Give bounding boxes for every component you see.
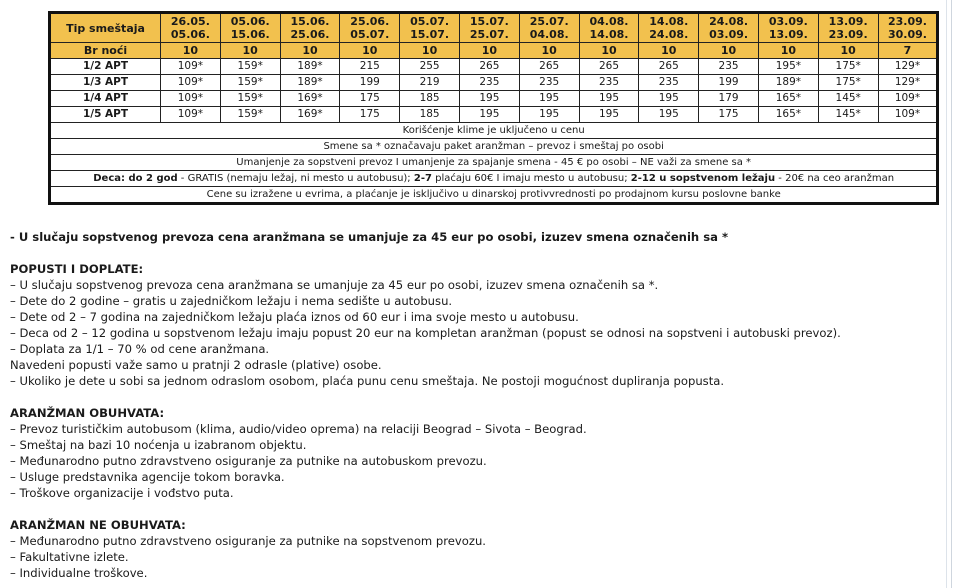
- nights-cell: 7: [878, 43, 938, 59]
- note-row: [50, 139, 938, 155]
- scrollbar-line: [951, 0, 952, 588]
- list-item: – Dete do 2 godine – gratis u zajedničkom ležaju i nema sedište u autobusu.: [10, 294, 453, 308]
- row-label: 1/4 APT: [50, 91, 161, 107]
- list-item: – Doplata za 1/1 – 70 % od cene aranžmana.: [10, 342, 270, 356]
- scrollbar-track[interactable]: [946, 0, 961, 588]
- price-cell: 169*: [280, 91, 340, 107]
- period-header-row: [50, 13, 938, 43]
- list-item: – Smeštaj na bazi 10 noćenja u izabranom objektu.: [10, 438, 307, 452]
- price-cell: 179: [699, 91, 759, 107]
- price-cell: 175*: [818, 75, 878, 91]
- period-header: 03.09. 13.09.: [758, 13, 818, 43]
- price-row: [50, 59, 938, 75]
- price-cell: 109*: [161, 75, 221, 91]
- price-cell: 235: [639, 75, 699, 91]
- note-children: Deca: do 2 god - GRATIS (nemaju ležaj, ni mesto u autobusu); 2-7 plaćaju 60€ I imaju mesto u autobusu; 2-12 u sopstvenom ležaju - 20€ na ceo aranžman: [50, 171, 938, 187]
- price-cell: 175*: [818, 59, 878, 75]
- nights-cell: 10: [161, 43, 221, 59]
- price-cell: 159*: [220, 75, 280, 91]
- list-item: – Troškove organizacije i vođstvo puta.: [10, 486, 234, 500]
- price-row: [50, 107, 938, 123]
- accommodation-type-header: Tip smeštaja: [50, 13, 161, 43]
- price-cell: 265: [579, 59, 639, 75]
- list-item: – Individualne troškove.: [10, 566, 148, 580]
- price-cell: 199: [699, 75, 759, 91]
- price-cell: 265: [459, 59, 519, 75]
- price-cell: 109*: [878, 107, 938, 123]
- price-cell: 255: [400, 59, 460, 75]
- row-label: 1/2 APT: [50, 59, 161, 75]
- price-row: [50, 75, 938, 91]
- section-title-obuhvata: ARANŽMAN OBUHVATA:: [10, 406, 165, 420]
- price-cell: 175: [340, 107, 400, 123]
- price-cell: 129*: [878, 59, 938, 75]
- note-row: [50, 187, 938, 204]
- period-header: 05.06. 15.06.: [220, 13, 280, 43]
- period-header: 25.06. 05.07.: [340, 13, 400, 43]
- price-cell: 265: [639, 59, 699, 75]
- period-header: 26.05. 05.06.: [161, 13, 221, 43]
- nights-cell: 10: [459, 43, 519, 59]
- nights-row: [50, 43, 938, 59]
- price-cell: 189*: [758, 75, 818, 91]
- nights-cell: 10: [639, 43, 699, 59]
- note-row-children: [50, 171, 938, 187]
- price-table-wrapper: [48, 11, 939, 205]
- section-title-ne-obuhvata: ARANŽMAN NE OBUHVATA:: [10, 518, 186, 532]
- period-header: 24.08. 03.09.: [699, 13, 759, 43]
- price-cell: 195: [519, 91, 579, 107]
- nights-cell: 10: [579, 43, 639, 59]
- price-cell: 109*: [878, 91, 938, 107]
- price-cell: 199: [340, 75, 400, 91]
- price-cell: 195: [639, 107, 699, 123]
- price-cell: 189*: [280, 59, 340, 75]
- price-row: [50, 91, 938, 107]
- price-cell: 189*: [280, 75, 340, 91]
- price-cell: 195: [459, 107, 519, 123]
- section-title-popusti: POPUSTI I DOPLATE:: [10, 262, 144, 276]
- info-text: [10, 229, 940, 581]
- nights-cell: 10: [758, 43, 818, 59]
- price-cell: 265: [519, 59, 579, 75]
- price-cell: 145*: [818, 91, 878, 107]
- note-currency: Cene su izražene u evrima, a plaćanje je isključivo u dinarskoj protivvrednosti po prodajnom kursu poslovne banke: [50, 187, 938, 204]
- price-cell: 215: [340, 59, 400, 75]
- price-cell: 195: [459, 91, 519, 107]
- note-asterisk: Smene sa * označavaju paket aranžman – prevoz i smeštaj po osobi: [50, 139, 938, 155]
- list-item: – Ukoliko je dete u sobi sa jednom odraslom osobom, plaća punu cenu smeštaja. Ne postoji mogućnost dupliranja popusta.: [10, 374, 725, 388]
- price-cell: 169*: [280, 107, 340, 123]
- note-ac: Korišćenje klime je uključeno u cenu: [50, 123, 938, 139]
- list-item: – Deca od 2 – 12 godina u sopstvenom ležaju imaju popust 20 eur na kompletan aranžman (popust se odnosi na sopstveni i autobuski prevoz).: [10, 326, 841, 340]
- nights-cell: 10: [340, 43, 400, 59]
- row-label: 1/3 APT: [50, 75, 161, 91]
- list-item: – Dete od 2 – 7 godina na zajedničkom ležaju plaća iznos od 60 eur i ima svoje mesto u autobusu.: [10, 310, 579, 324]
- nights-cell: 10: [699, 43, 759, 59]
- price-cell: 195: [639, 91, 699, 107]
- price-cell: 219: [400, 75, 460, 91]
- price-cell: 129*: [878, 75, 938, 91]
- note-row: [50, 155, 938, 171]
- period-header: 25.07. 04.08.: [519, 13, 579, 43]
- price-cell: 165*: [758, 107, 818, 123]
- nights-cell: 10: [400, 43, 460, 59]
- nights-cell: 10: [818, 43, 878, 59]
- period-header: 14.08. 24.08.: [639, 13, 699, 43]
- price-cell: 235: [699, 59, 759, 75]
- note-discount: Umanjenje za sopstveni prevoz I umanjenje za spajanje smena - 45 € po osobi – NE važi za smene sa *: [50, 155, 938, 171]
- price-cell: 145*: [818, 107, 878, 123]
- period-header: 13.09. 23.09.: [818, 13, 878, 43]
- nights-cell: 10: [280, 43, 340, 59]
- price-cell: 235: [519, 75, 579, 91]
- price-cell: 159*: [220, 59, 280, 75]
- nights-cell: 10: [220, 43, 280, 59]
- nights-cell: 10: [519, 43, 579, 59]
- price-cell: 165*: [758, 91, 818, 107]
- period-header: 15.07. 25.07.: [459, 13, 519, 43]
- list-item: – Međunarodno putno zdravstveno osiguranje za putnike na autobuskom prevozu.: [10, 454, 487, 468]
- price-cell: 235: [459, 75, 519, 91]
- list-item: – Prevoz turističkim autobusom (klima, audio/video oprema) na relaciji Beograd – Sivota – Beograd.: [10, 422, 587, 436]
- price-cell: 109*: [161, 107, 221, 123]
- price-cell: 175: [340, 91, 400, 107]
- price-cell: 159*: [220, 91, 280, 107]
- price-cell: 109*: [161, 91, 221, 107]
- period-header: 05.07. 15.07.: [400, 13, 460, 43]
- list-item: – Međunarodno putno zdravstveno osiguranje za putnike na sopstvenom prevozu.: [10, 534, 486, 548]
- period-header: 15.06. 25.06.: [280, 13, 340, 43]
- price-cell: 195: [579, 91, 639, 107]
- price-cell: 185: [400, 91, 460, 107]
- price-cell: 235: [579, 75, 639, 91]
- price-cell: 109*: [161, 59, 221, 75]
- own-transport-note: - U slučaju sopstvenog prevoza cena aranžmana se umanjuje za 45 eur po osobi, izuzev smena označenih sa *: [10, 230, 729, 244]
- period-header: 23.09. 30.09.: [878, 13, 938, 43]
- period-header: 04.08. 14.08.: [579, 13, 639, 43]
- note-row: [50, 123, 938, 139]
- list-item: Navedeni popusti važe samo u pratnji 2 odrasle (plative) osobe.: [10, 358, 382, 372]
- list-item: – Usluge predstavnika agencije tokom boravka.: [10, 470, 285, 484]
- price-cell: 185: [400, 107, 460, 123]
- nights-label: Br noći: [50, 43, 161, 59]
- price-cell: 195: [579, 107, 639, 123]
- price-table: [48, 11, 939, 205]
- price-cell: 175: [699, 107, 759, 123]
- price-cell: 195: [519, 107, 579, 123]
- list-item: – U slučaju sopstvenog prevoza cena aranžmana se umanjuje za 45 eur po osobi, izuzev smena označenih sa *.: [10, 278, 659, 292]
- price-cell: 195*: [758, 59, 818, 75]
- price-cell: 159*: [220, 107, 280, 123]
- list-item: – Fakultativne izlete.: [10, 550, 129, 564]
- row-label: 1/5 APT: [50, 107, 161, 123]
